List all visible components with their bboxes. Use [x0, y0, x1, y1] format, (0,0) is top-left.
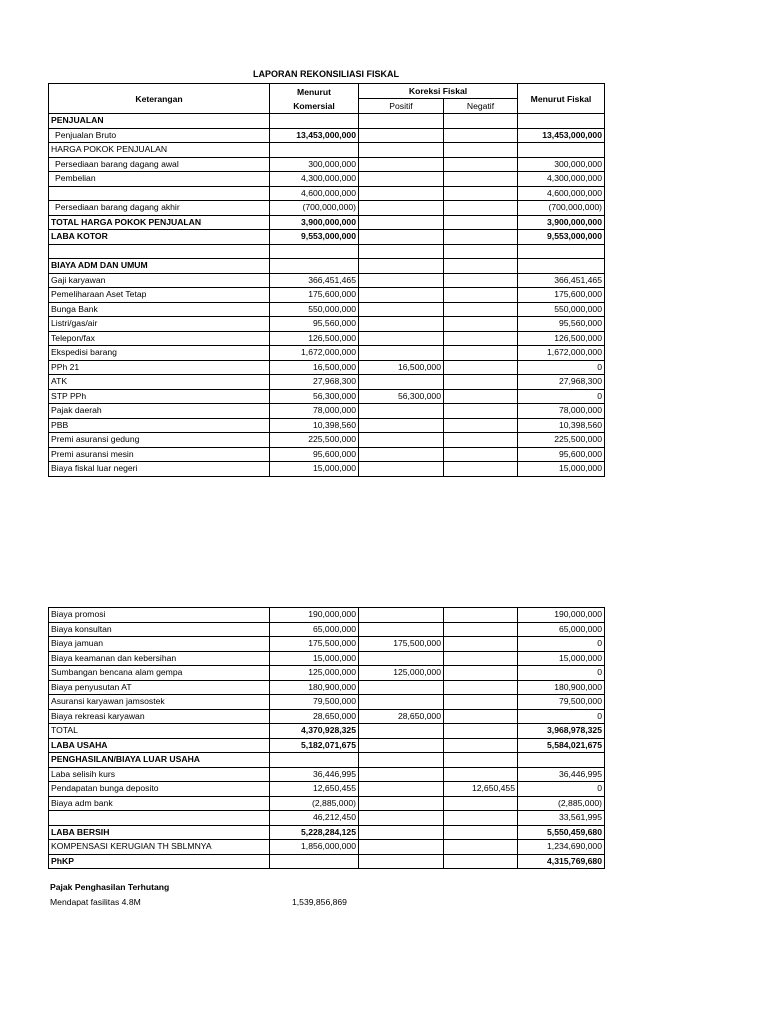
value-komersial: 225,500,000 [270, 433, 359, 448]
value-negatif [444, 186, 518, 201]
value-positif [359, 302, 444, 317]
value-fiskal: 36,446,995 [518, 767, 605, 782]
value-positif [359, 317, 444, 332]
value-positif [359, 767, 444, 782]
value-negatif [444, 418, 518, 433]
table-row [49, 637, 605, 652]
value-komersial: 5,182,071,675 [270, 738, 359, 753]
value-negatif [444, 375, 518, 390]
table-row [49, 317, 605, 332]
row-label: PENGHASILAN/BIAYA LUAR USAHA [49, 753, 270, 768]
value-positif [359, 447, 444, 462]
value-negatif [444, 244, 518, 259]
footer-value: 1,539,856,869 [292, 897, 347, 907]
value-positif [359, 331, 444, 346]
table-row [49, 724, 605, 739]
row-label: Biaya konsultan [49, 622, 270, 637]
table-row [49, 608, 605, 623]
row-label: Biaya rekreasi karyawan [49, 709, 270, 724]
value-fiskal: 0 [518, 637, 605, 652]
row-label: Sumbangan bencana alam gempa [49, 666, 270, 681]
value-positif [359, 622, 444, 637]
value-positif [359, 259, 444, 274]
header-menurut-komersial-line1: Menurut [297, 86, 331, 97]
row-label: LABA KOTOR [49, 230, 270, 245]
table-row [49, 346, 605, 361]
value-negatif [444, 215, 518, 230]
row-label: Biaya penyusutan AT [49, 680, 270, 695]
table-row [49, 651, 605, 666]
value-fiskal: 3,968,978,325 [518, 724, 605, 739]
table-row [49, 157, 605, 172]
value-komersial: 550,000,000 [270, 302, 359, 317]
value-negatif [444, 114, 518, 129]
value-negatif [444, 360, 518, 375]
table-row [49, 709, 605, 724]
value-negatif [444, 840, 518, 855]
value-komersial: 126,500,000 [270, 331, 359, 346]
value-komersial: 4,300,000,000 [270, 172, 359, 187]
row-label: LABA BERSIH [49, 825, 270, 840]
value-komersial [270, 753, 359, 768]
value-fiskal: 65,000,000 [518, 622, 605, 637]
row-label [49, 186, 270, 201]
row-label: Biaya jamuan [49, 637, 270, 652]
value-negatif [444, 695, 518, 710]
value-negatif [444, 447, 518, 462]
value-positif [359, 854, 444, 869]
value-positif [359, 273, 444, 288]
value-fiskal: 5,550,459,680 [518, 825, 605, 840]
table-row [49, 331, 605, 346]
value-negatif [444, 273, 518, 288]
table-row [49, 666, 605, 681]
row-label: ATK [49, 375, 270, 390]
value-fiskal: 300,000,000 [518, 157, 605, 172]
value-negatif [444, 767, 518, 782]
table-row [49, 360, 605, 375]
value-negatif [444, 680, 518, 695]
value-negatif [444, 201, 518, 216]
row-label: PBB [49, 418, 270, 433]
row-label: Biaya adm bank [49, 796, 270, 811]
value-fiskal: 13,453,000,000 [518, 128, 605, 143]
value-positif: 16,500,000 [359, 360, 444, 375]
value-komersial: 366,451,465 [270, 273, 359, 288]
value-negatif [444, 724, 518, 739]
value-positif: 175,500,000 [359, 637, 444, 652]
row-label: Pemeliharaan Aset Tetap [49, 288, 270, 303]
row-label: Pendapatan bunga deposito [49, 782, 270, 797]
value-fiskal: 180,900,000 [518, 680, 605, 695]
table-row [49, 172, 605, 187]
value-fiskal: 0 [518, 360, 605, 375]
value-komersial: (2,885,000) [270, 796, 359, 811]
value-positif [359, 201, 444, 216]
value-positif [359, 346, 444, 361]
table-row [49, 854, 605, 869]
value-positif [359, 114, 444, 129]
row-label: PENJUALAN [49, 114, 270, 129]
value-fiskal: 5,584,021,675 [518, 738, 605, 753]
value-komersial: (700,000,000) [270, 201, 359, 216]
value-komersial: 28,650,000 [270, 709, 359, 724]
row-label: BIAYA ADM DAN UMUM [49, 259, 270, 274]
table-row [49, 695, 605, 710]
value-komersial: 1,672,000,000 [270, 346, 359, 361]
value-positif [359, 157, 444, 172]
value-negatif [444, 651, 518, 666]
value-negatif [444, 637, 518, 652]
header-negatif: Negatif [444, 99, 518, 114]
table-row [49, 738, 605, 753]
value-komersial: 46,212,450 [270, 811, 359, 826]
row-label: Laba selisih kurs [49, 767, 270, 782]
row-label: PPh 21 [49, 360, 270, 375]
value-komersial [270, 143, 359, 158]
value-komersial: 10,398,560 [270, 418, 359, 433]
row-label: Telepon/fax [49, 331, 270, 346]
value-negatif [444, 825, 518, 840]
value-fiskal: 27,968,300 [518, 375, 605, 390]
value-negatif [444, 346, 518, 361]
value-negatif [444, 157, 518, 172]
value-positif [359, 651, 444, 666]
value-negatif [444, 462, 518, 477]
table-row [49, 302, 605, 317]
value-positif [359, 724, 444, 739]
value-positif [359, 186, 444, 201]
row-label: HARGA POKOK PENJUALAN [49, 143, 270, 158]
table-row [49, 782, 605, 797]
value-komersial: 56,300,000 [270, 389, 359, 404]
row-label: Bunga Bank [49, 302, 270, 317]
value-fiskal: 550,000,000 [518, 302, 605, 317]
row-label: TOTAL HARGA POKOK PENJUALAN [49, 215, 270, 230]
value-negatif [444, 622, 518, 637]
value-komersial: 9,553,000,000 [270, 230, 359, 245]
value-negatif [444, 404, 518, 419]
value-positif [359, 680, 444, 695]
value-komersial: 125,000,000 [270, 666, 359, 681]
header-koreksi-fiskal: Koreksi Fiskal [359, 84, 518, 99]
value-positif [359, 375, 444, 390]
value-komersial: 190,000,000 [270, 608, 359, 623]
value-positif [359, 172, 444, 187]
value-fiskal: 126,500,000 [518, 331, 605, 346]
value-fiskal: 15,000,000 [518, 651, 605, 666]
value-fiskal [518, 753, 605, 768]
value-komersial [270, 259, 359, 274]
row-label: Ekspedisi barang [49, 346, 270, 361]
value-komersial: 4,600,000,000 [270, 186, 359, 201]
value-positif: 56,300,000 [359, 389, 444, 404]
table-row [49, 273, 605, 288]
value-komersial: 180,900,000 [270, 680, 359, 695]
value-fiskal: 15,000,000 [518, 462, 605, 477]
row-label: LABA USAHA [49, 738, 270, 753]
value-komersial: 13,453,000,000 [270, 128, 359, 143]
value-negatif [444, 317, 518, 332]
value-positif [359, 782, 444, 797]
value-komersial: 16,500,000 [270, 360, 359, 375]
value-positif [359, 738, 444, 753]
row-label: Gaji karyawan [49, 273, 270, 288]
value-komersial: 79,500,000 [270, 695, 359, 710]
value-positif [359, 404, 444, 419]
value-positif [359, 288, 444, 303]
value-negatif [444, 128, 518, 143]
value-fiskal: 1,234,690,000 [518, 840, 605, 855]
table-row [49, 288, 605, 303]
table-row [49, 811, 605, 826]
row-label: Premi asuransi gedung [49, 433, 270, 448]
value-fiskal: 366,451,465 [518, 273, 605, 288]
value-negatif [444, 302, 518, 317]
table-row [49, 447, 605, 462]
row-label: Biaya keamanan dan kebersihan [49, 651, 270, 666]
value-fiskal: 33,561,995 [518, 811, 605, 826]
value-negatif [444, 288, 518, 303]
value-komersial [270, 854, 359, 869]
row-label [49, 244, 270, 259]
value-komersial: 15,000,000 [270, 651, 359, 666]
table-row [49, 825, 605, 840]
row-label: Pajak daerah [49, 404, 270, 419]
value-negatif [444, 331, 518, 346]
value-positif [359, 796, 444, 811]
value-fiskal: 4,600,000,000 [518, 186, 605, 201]
row-label: Persediaan barang dagang awal [49, 157, 270, 172]
reconciliation-table-bottom [48, 607, 605, 869]
value-negatif [444, 389, 518, 404]
value-fiskal: 0 [518, 389, 605, 404]
value-positif [359, 695, 444, 710]
value-komersial: 36,446,995 [270, 767, 359, 782]
table-row [49, 114, 605, 129]
table-row [49, 186, 605, 201]
table-row [49, 143, 605, 158]
value-komersial [270, 114, 359, 129]
value-negatif [444, 738, 518, 753]
value-positif [359, 418, 444, 433]
value-positif [359, 244, 444, 259]
table-row [49, 622, 605, 637]
value-fiskal [518, 143, 605, 158]
row-label: Listri/gas/air [49, 317, 270, 332]
value-positif [359, 128, 444, 143]
value-positif [359, 215, 444, 230]
footer-title: Pajak Penghasilan Terhutang [50, 882, 170, 892]
value-fiskal: 175,600,000 [518, 288, 605, 303]
value-komersial: 95,600,000 [270, 447, 359, 462]
row-label: TOTAL [49, 724, 270, 739]
report-title: LAPORAN REKONSILIASI FISKAL [252, 69, 399, 79]
row-label: PhKP [49, 854, 270, 869]
value-negatif [444, 854, 518, 869]
value-komersial: 3,900,000,000 [270, 215, 359, 230]
table-row [49, 767, 605, 782]
value-negatif [444, 608, 518, 623]
table-row [49, 128, 605, 143]
value-negatif [444, 172, 518, 187]
value-komersial: 4,370,928,325 [270, 724, 359, 739]
value-komersial: 175,600,000 [270, 288, 359, 303]
value-fiskal [518, 244, 605, 259]
value-fiskal: 1,672,000,000 [518, 346, 605, 361]
value-fiskal: 95,600,000 [518, 447, 605, 462]
table-row [49, 215, 605, 230]
value-fiskal [518, 114, 605, 129]
table-row [49, 230, 605, 245]
value-negatif: 12,650,455 [444, 782, 518, 797]
table-row [49, 840, 605, 855]
value-komersial: 175,500,000 [270, 637, 359, 652]
value-negatif [444, 811, 518, 826]
value-fiskal: 190,000,000 [518, 608, 605, 623]
row-label: Biaya fiskal luar negeri [49, 462, 270, 477]
value-fiskal: 0 [518, 666, 605, 681]
table-row [49, 462, 605, 477]
header-menurut-komersial-line2: Komersial [293, 100, 335, 111]
value-fiskal: 3,900,000,000 [518, 215, 605, 230]
value-fiskal: 78,000,000 [518, 404, 605, 419]
table-row [49, 433, 605, 448]
row-label: Pembelian [49, 172, 270, 187]
row-label: Biaya promosi [49, 608, 270, 623]
row-label: Penjualan Bruto [49, 128, 270, 143]
value-komersial: 65,000,000 [270, 622, 359, 637]
value-fiskal [518, 259, 605, 274]
value-positif [359, 462, 444, 477]
value-komersial [270, 244, 359, 259]
value-komersial: 95,560,000 [270, 317, 359, 332]
value-fiskal: 95,560,000 [518, 317, 605, 332]
value-positif: 125,000,000 [359, 666, 444, 681]
value-positif [359, 840, 444, 855]
value-positif [359, 753, 444, 768]
row-label: KOMPENSASI KERUGIAN TH SBLMNYA [49, 840, 270, 855]
row-label: STP PPh [49, 389, 270, 404]
table-row [49, 796, 605, 811]
value-komersial: 27,968,300 [270, 375, 359, 390]
value-positif: 28,650,000 [359, 709, 444, 724]
table-row [49, 259, 605, 274]
value-negatif [444, 259, 518, 274]
value-komersial: 12,650,455 [270, 782, 359, 797]
value-komersial: 300,000,000 [270, 157, 359, 172]
value-komersial: 5,228,284,125 [270, 825, 359, 840]
value-negatif [444, 796, 518, 811]
value-fiskal: 10,398,560 [518, 418, 605, 433]
value-positif [359, 433, 444, 448]
table-row [49, 404, 605, 419]
table-row [49, 680, 605, 695]
reconciliation-table-top [48, 83, 605, 477]
value-positif [359, 143, 444, 158]
value-negatif [444, 433, 518, 448]
value-fiskal: (700,000,000) [518, 201, 605, 216]
value-negatif [444, 666, 518, 681]
row-label: Asuransi karyawan jamsostek [49, 695, 270, 710]
value-komersial: 78,000,000 [270, 404, 359, 419]
table-row [49, 753, 605, 768]
value-fiskal: 0 [518, 782, 605, 797]
table-row [49, 375, 605, 390]
value-positif [359, 825, 444, 840]
value-negatif [444, 143, 518, 158]
value-negatif [444, 709, 518, 724]
row-label [49, 811, 270, 826]
header-menurut-komersial [270, 84, 359, 114]
header-menurut-fiskal: Menurut Fiskal [518, 84, 605, 114]
value-fiskal: 225,500,000 [518, 433, 605, 448]
value-positif [359, 811, 444, 826]
value-komersial: 1,856,000,000 [270, 840, 359, 855]
row-label: Premi asuransi mesin [49, 447, 270, 462]
value-fiskal: 9,553,000,000 [518, 230, 605, 245]
value-positif [359, 230, 444, 245]
header-positif: Positif [359, 99, 444, 114]
row-label: Persediaan barang dagang akhir [49, 201, 270, 216]
footer-label: Mendapat fasilitas 4.8M [50, 897, 141, 907]
value-positif [359, 608, 444, 623]
table-row [49, 244, 605, 259]
value-fiskal: 79,500,000 [518, 695, 605, 710]
table-row [49, 418, 605, 433]
value-komersial: 15,000,000 [270, 462, 359, 477]
value-fiskal: 0 [518, 709, 605, 724]
table-row [49, 389, 605, 404]
value-fiskal: 4,315,769,680 [518, 854, 605, 869]
value-fiskal: 4,300,000,000 [518, 172, 605, 187]
value-negatif [444, 230, 518, 245]
value-negatif [444, 753, 518, 768]
header-keterangan: Keterangan [49, 84, 270, 114]
table-row [49, 201, 605, 216]
value-fiskal: (2,885,000) [518, 796, 605, 811]
